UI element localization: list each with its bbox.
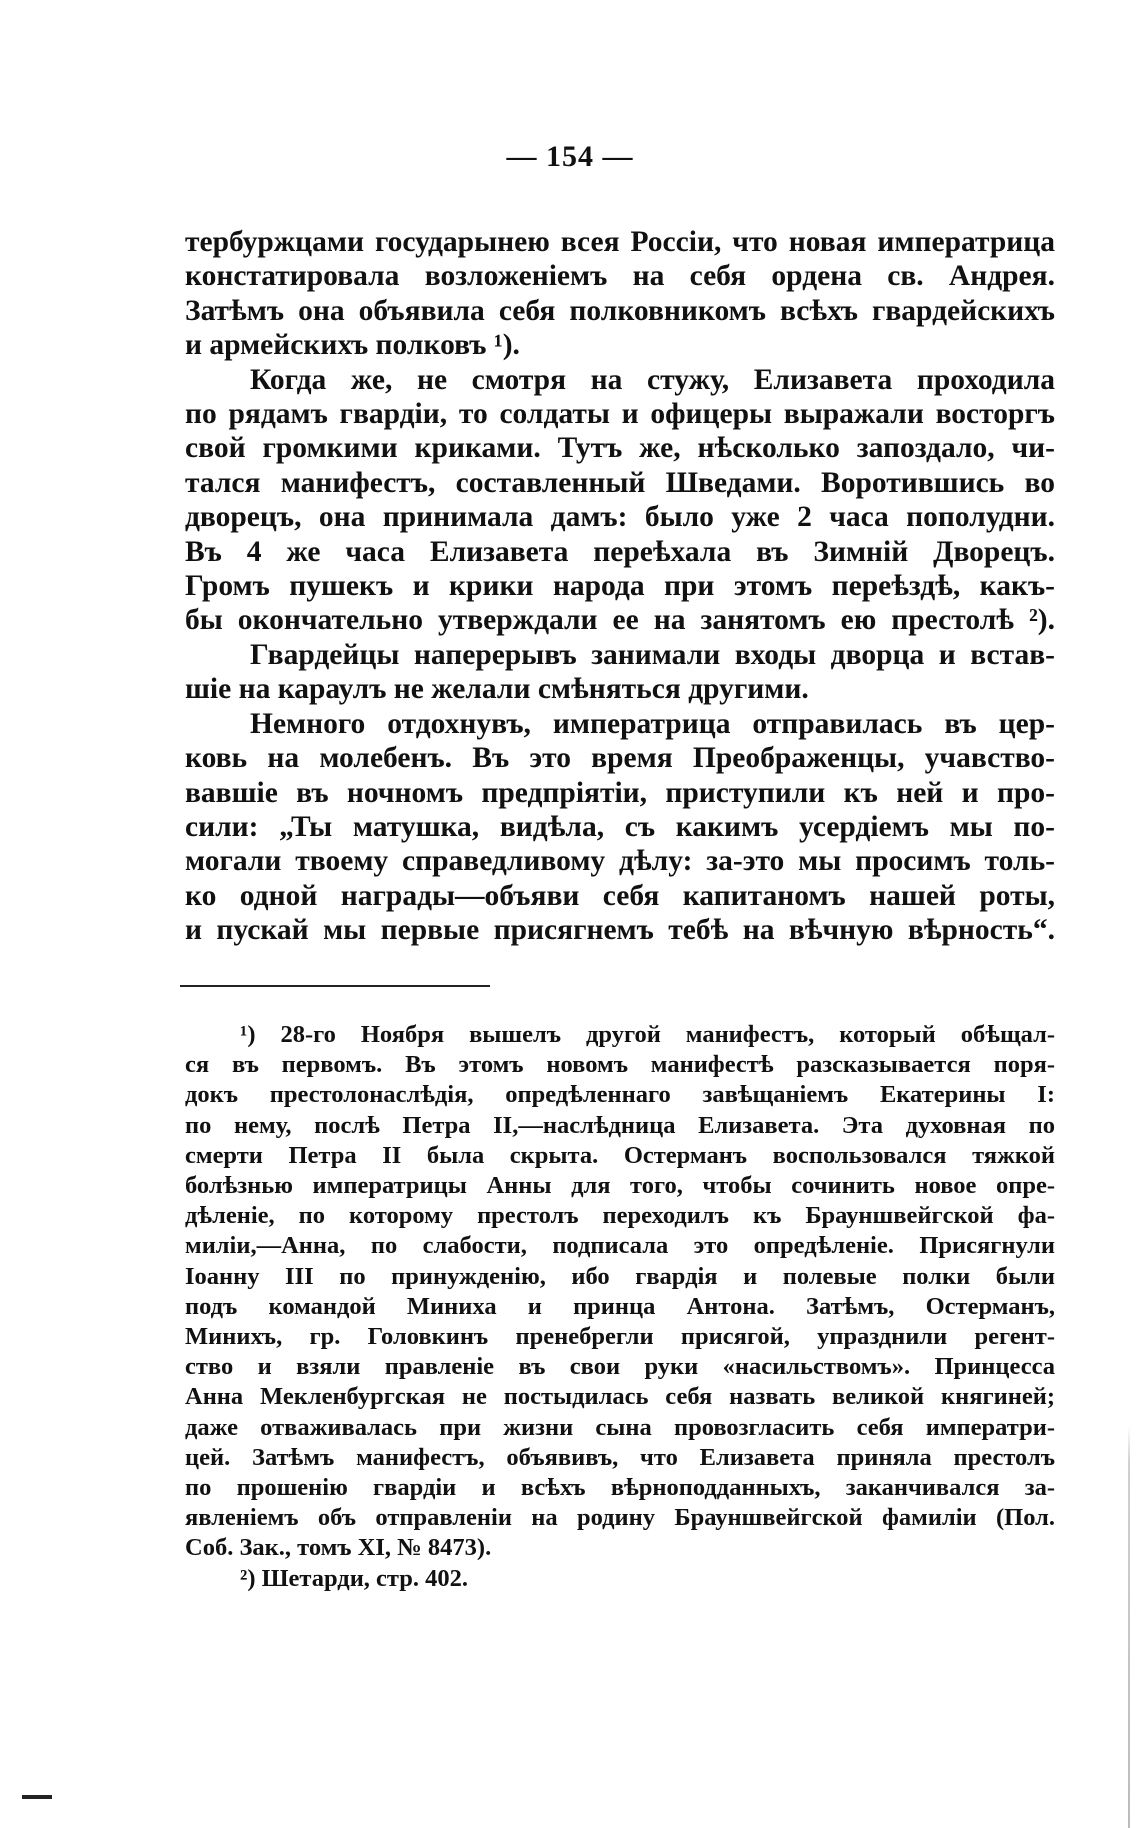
text-line: Немного отдохнувъ, императрица отправилась въ цер- (250, 707, 1055, 740)
footnote-line: Іоанну III по принужденію, ибо гвардія и полевые полки были (185, 1262, 1055, 1290)
footnote-line: болѣзнью императрицы Анны для того, чтобы сочинить новое опре- (185, 1172, 1055, 1200)
text-line: Въ 4 же часа Елизавета переѣхала въ Зимній Дворецъ. (185, 535, 1055, 568)
footnote-line: ся въ первомъ. Въ этомъ новомъ манифестѣ разсказывается поря- (185, 1051, 1055, 1079)
text-line: и армейскихъ полковъ ¹). (185, 329, 520, 362)
footnotes (185, 1020, 1055, 1594)
text-line: дворецъ, она принимала дамъ: было уже 2 часа пополудни. (185, 501, 1055, 534)
footnote-line: Соб. Зак., томъ XI, № 8473). (185, 1534, 492, 1562)
text-line: свой громкими криками. Тутъ же, нѣсколько запоздало, чи- (185, 432, 1055, 465)
text-line: по рядамъ гвардіи, то солдаты и офицеры выражали восторгъ (185, 398, 1055, 431)
text-line: Громъ пушекъ и крики народа при этомъ переѣздѣ, какъ- (185, 570, 1055, 603)
paragraph (185, 707, 1055, 948)
text-line: бы окончательно утверждали ее на занятомъ ею престолѣ ²). (185, 604, 1055, 637)
text-line: Затѣмъ она объявила себя полковникомъ всѣхъ гвардейскихъ (185, 294, 1055, 327)
text-line: и пускай мы первые присягнемъ тебѣ на вѣчную вѣрность“. (185, 914, 1055, 947)
footnote-separator (180, 985, 490, 987)
footnote-line: ²) Шетарди, стр. 402. (240, 1564, 469, 1592)
footnote (185, 1564, 1055, 1594)
page-number: — 154 — (506, 140, 634, 173)
footnote-line: докъ престолонаслѣдія, опредѣленнаго завѣщаніемъ Екатерины I: (185, 1081, 1055, 1109)
scan-binding-edge (1128, 0, 1130, 1828)
footnote-line: ¹) 28-го Ноября вышелъ другой манифестъ, который обѣщал- (240, 1021, 1055, 1048)
footnote-line: миліи,—Анна, по слабости, подписала это опредѣленіе. Присягнули (185, 1232, 1055, 1260)
text-line: сили: „Ты матушка, видѣла, съ какимъ усердіемъ мы по- (185, 810, 1055, 843)
text-line: вавшіе въ ночномъ предпріятіи, приступили къ ней и про- (185, 776, 1055, 809)
footnote-line: ство и взяли правленіе въ свои руки «насильствомъ». Принцесса (185, 1353, 1055, 1381)
footnote-line: даже отваживалась при жизни сына провозгласить себя императри- (185, 1413, 1055, 1441)
paragraph (185, 638, 1055, 707)
text-line: тербуржцами государынею всея Россіи, что новая императрица (185, 226, 1055, 258)
footnote (185, 1020, 1055, 1564)
paragraph (185, 363, 1055, 638)
footnote-line: по прошенію гвардіи и всѣхъ вѣрноподданныхъ, заканчивался за- (185, 1474, 1055, 1502)
footnote-line: Минихъ, гр. Головкинъ пренебрегли присягой, упразднили регент- (185, 1323, 1055, 1351)
footnote-line: дѣленіе, по которому престолъ переходилъ къ Брауншвейгской фа- (185, 1202, 1055, 1230)
footnote-line: цей. Затѣмъ манифестъ, объявивъ, что Елизавета приняла престолъ (185, 1443, 1055, 1471)
text-line: тался манифестъ, составленный Шведами. Воротившись во (185, 466, 1055, 499)
footnote-line: смерти Петра II была скрыта. Остерманъ воспользовался тяжкой (185, 1141, 1055, 1169)
scan-edge-mark (22, 1795, 52, 1799)
text-line: Когда же, не смотря на стужу, Елизавета проходила (250, 363, 1055, 396)
main-text (185, 225, 1055, 948)
paragraph (185, 225, 1055, 363)
footnote-line: Анна Мекленбургская не постыдилась себя назвать великой княгиней; (185, 1383, 1055, 1411)
text-line: ковь на молебенъ. Въ это время Преображенцы, учавство- (185, 742, 1055, 775)
footnote-line: по нему, послѣ Петра II,—наслѣдница Елизавета. Эта духовная по (185, 1111, 1055, 1139)
footnote-line: подъ командой Миниха и принца Антона. Затѣмъ, Остерманъ, (185, 1292, 1055, 1320)
text-line: шіе на караулъ не желали смѣняться другими. (185, 673, 809, 706)
text-line: могали твоему справедливому дѣлу: за-это мы просимъ толь- (185, 845, 1055, 878)
text-line: Гвардейцы наперерывъ занимали входы дворца и встав- (250, 638, 1055, 671)
text-line: констатировала возложеніемъ на себя ордена св. Андрея. (185, 260, 1055, 293)
footnote-line: явленіемъ объ отправленіи на родину Брауншвейгской фамиліи (Пол. (185, 1504, 1055, 1532)
text-line: ко одной награды—объяви себя капитаномъ нашей роты, (185, 879, 1055, 912)
